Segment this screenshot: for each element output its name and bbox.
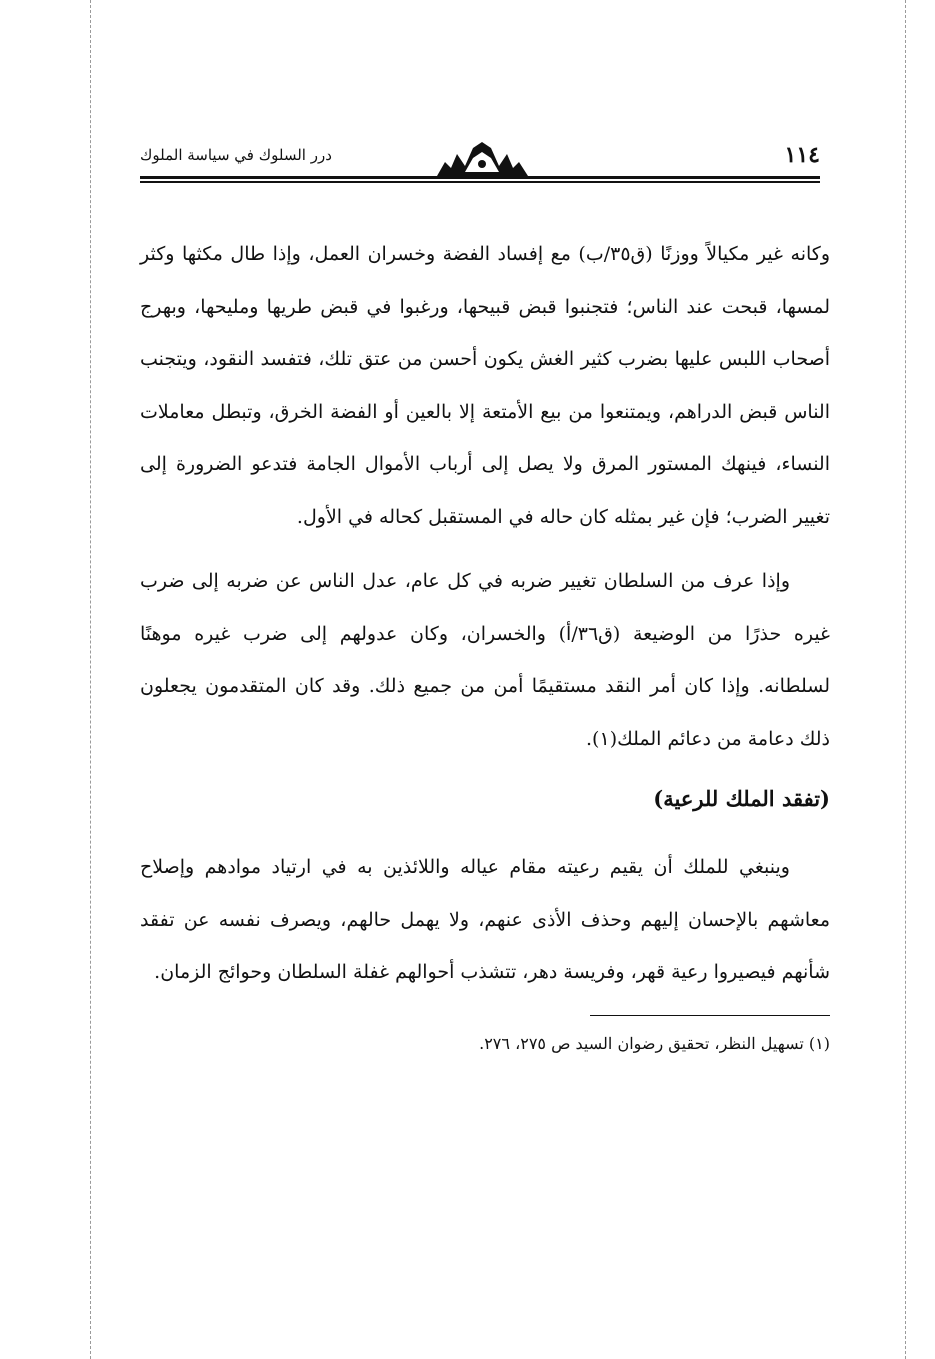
scan-margin-right <box>905 0 906 1359</box>
header-ornament-icon <box>435 140 530 176</box>
page-number: ١١٤ <box>784 142 820 168</box>
paragraph: وإذا عرف من السلطان تغيير ضربه في كل عام، عدل الناس عن ضربه إلى ضرب غيره حذرًا من الوضيعة (ق٣٦/أ) والخسران، وكان عدولهم إلى ضرب غيره موهنًا لسلطانه. وإذا كان أمر النقد مستقيمًا أمن من جميع ذلك. وقد كان المتقدمون يجعلون ذلك دعامة من دعائم الملك(١). <box>140 570 830 750</box>
header-rule-thin <box>140 181 820 183</box>
scan-margin-left <box>90 0 91 1359</box>
page-body <box>140 228 830 1058</box>
running-title: درر السلوك في سياسة الملوك <box>140 146 332 164</box>
page-header <box>140 140 820 190</box>
footnote-divider <box>590 1015 830 1016</box>
paragraph: وكانه غير مكيالاً ووزنًا (ق٣٥/ب) مع إفساد الفضة وخسران العمل، وإذا طال مكثها وكثر لمسها، قبحت عند الناس؛ فتجنبوا قبض قبيحها، ورغبوا في قبض طريها ومليحها، وبهرج أصحاب اللبس عليها بضرب كثير الغش يكون أحسن من عتق تلك، فتفسد النقود، ويتجنب الناس قبض الدراهم، ويمتنعوا من بيع الأمتعة إلا بالعين أو الفضة الخرق، وتبطل معاملات النساء، فينهك المستور المرق ولا يصل إلى أرباب الأموال الجامة فتدعو الضرورة إلى تغيير الضرب؛ فإن غير بمثله كان حاله في المستقبل كحاله في الأول. <box>140 243 830 528</box>
footnote: (١) تسهيل النظر، تحقيق رضوان السيد ص ٢٧٥، ٢٧٦. <box>479 1033 830 1053</box>
paragraph: وينبغي للملك أن يقيم رعيته مقام عياله واللائذين به في ارتياد موادهم وإصلاح معاشهم بالإحسان إليهم وحذف الأذى عنهم، ولا يهمل حالهم، ويصرف نفسه عن تفقد شأنهم فيصيروا رعية قهر، وفريسة دهر، تتشذب أحوالهم غفلة السلطان وحوائج الزمان. <box>140 856 830 983</box>
section-heading: (تفقد الملك للرعية) <box>653 786 830 811</box>
header-rule <box>140 176 820 179</box>
